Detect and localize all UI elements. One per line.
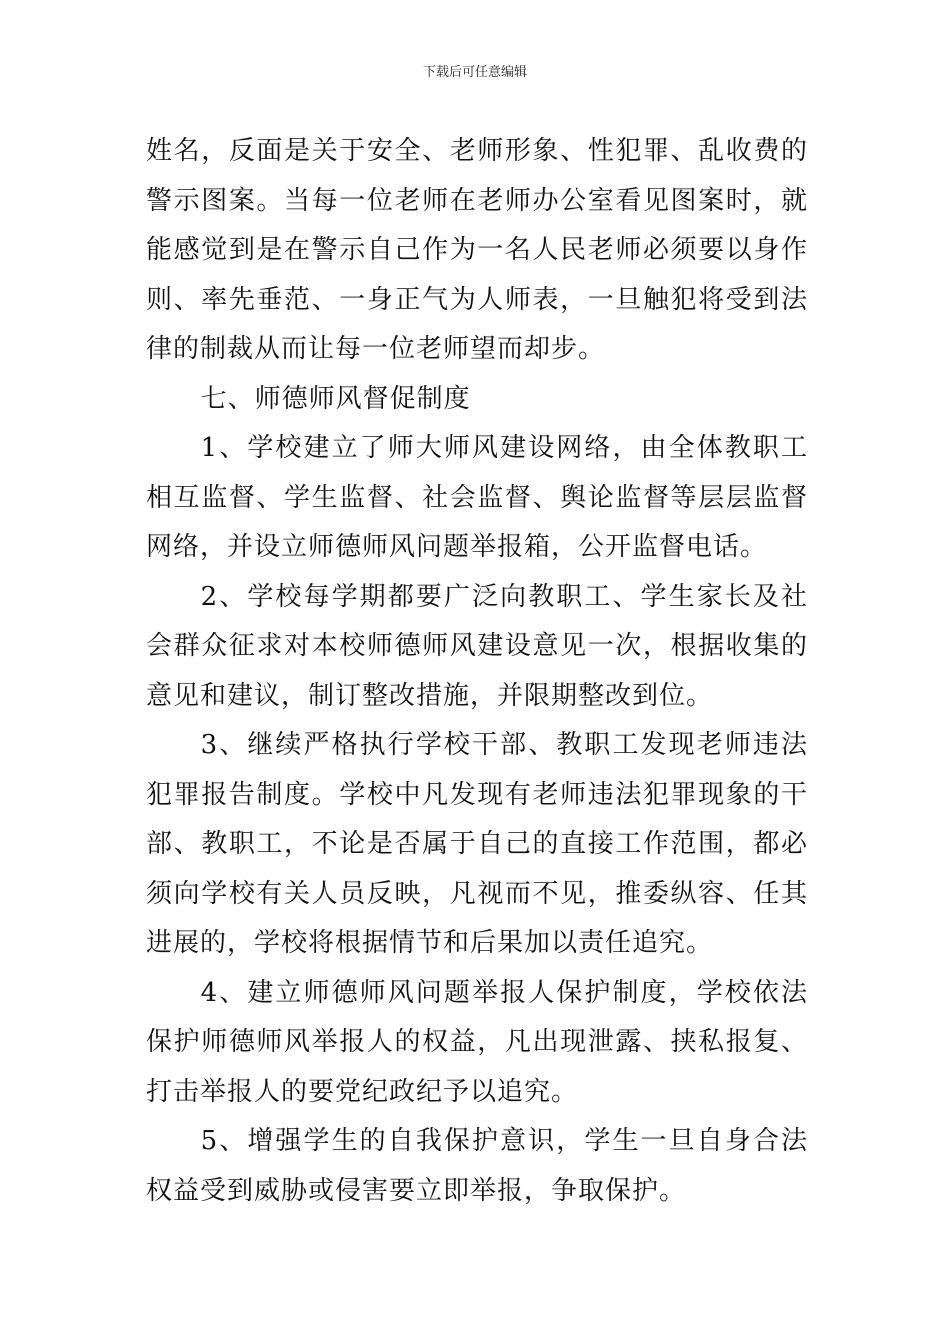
page-header-note: 下载后可任意编辑 xyxy=(422,65,527,80)
paragraph-item-2: 2、学校每学期都要广泛向教职工、学生家长及社会群众征求对本校师德师风建设意见一次，根据收集的意见和建议，制订整改措施，并限期整改到位。 xyxy=(146,581,808,711)
paragraph-item-4: 4、建立师德师风问题举报人保护制度，学校依法保护师德师风举报人的权益，凡出现泄露、挟私报复、打击举报人的要党纪政纪予以追究。 xyxy=(146,977,808,1107)
paragraph-item-1: 1、学校建立了师大师风建设网络，由全体教职工相互监督、学生监督、社会监督、舆论监督等层层监督网络，并设立师德师风问题举报箱，公开监督电话。 xyxy=(146,433,808,562)
paragraph-item-3: 3、继续严格执行学校干部、教职工发现老师违法犯罪报告制度。学校中凡发现有老师违法犯罪现象的干部、教职工，不论是否属于自己的直接工作范围，都必须向学校有关人员反映，凡视而不见，推委纵容、任其进展的，学校将根据情节和后果加以责任追究。 xyxy=(146,730,808,958)
paragraph-item-5: 5、增强学生的自我保护意识，学生一旦自身合法权益受到威胁或侵害要立即举报，争取保护。 xyxy=(146,1126,808,1206)
paragraph-continuation: 姓名，反面是关于安全、老师形象、性犯罪、乱收费的警示图案。当每一位老师在老师办公室看见图案时，就能感觉到是在警示自己作为一名人民老师必须要以身作则、率先垂范、一身正气为人师表，一旦触犯将受到法律的制裁从而让每一位老师望而却步。 xyxy=(146,136,808,364)
section-heading: 七、师德师风督促制度 xyxy=(200,383,471,414)
document-body xyxy=(146,127,808,1216)
